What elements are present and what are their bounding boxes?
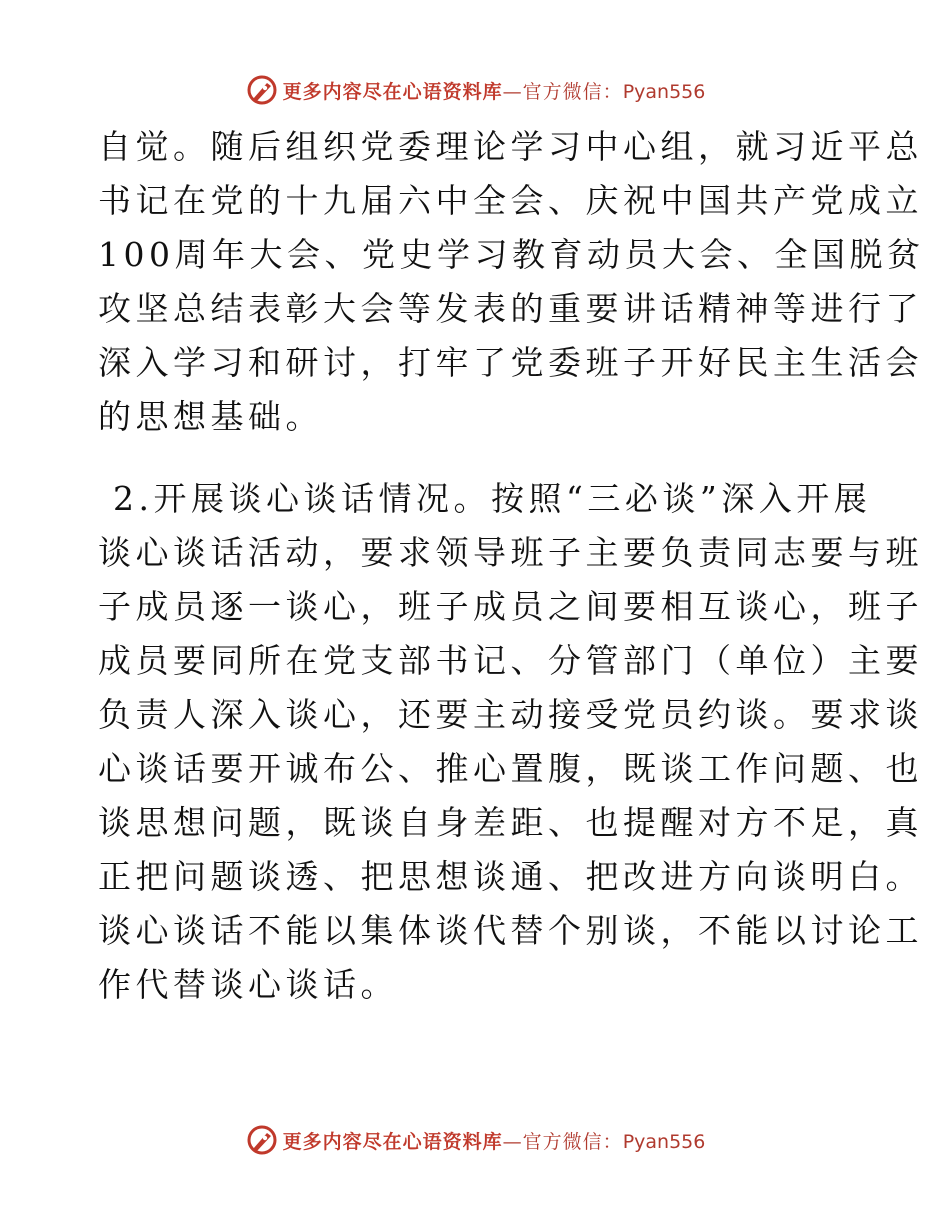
watermark-text: [283, 77, 706, 104]
watermark-main-text: 更多内容尽在心语资料库: [282, 1130, 503, 1153]
text-line: 成员要同所在党支部书记、分管部门（单位）主要: [98, 641, 923, 680]
watermark-banner-bottom: [0, 1120, 950, 1160]
watermark-wechat-id: Pyan556: [622, 80, 706, 103]
paragraph-gap: [98, 444, 858, 472]
text-line: 谈心谈话不能以集体谈代替个别谈，不能以讨论工: [98, 911, 923, 950]
text-line: 书记在党的十九届六中全会、庆祝中国共产党成立: [98, 181, 923, 220]
text-line: 负责人深入谈心，还要主动接受党员约谈。要求谈: [98, 695, 923, 734]
text-line: 2.开展谈心谈话情况。按照“三必谈”深入开展: [98, 479, 872, 518]
watermark-official-label: 官方微信：: [522, 1130, 623, 1153]
pen-logo-icon: [245, 73, 279, 107]
pen-logo-icon: [245, 1123, 279, 1157]
text-line: 自觉。随后组织党委理论学习中心组，就习近平总: [98, 127, 923, 166]
watermark-text: [283, 1127, 706, 1154]
text-line: 正把问题谈透、把思想谈通、把改进方向谈明白。: [98, 857, 923, 896]
text-line: 100周年大会、党史学习教育动员大会、全国脱贫: [98, 235, 925, 274]
text-line: 谈思想问题，既谈自身差距、也提醒对方不足，真: [98, 803, 923, 842]
watermark-dash: —: [502, 1130, 523, 1153]
text-line: 谈心谈话活动，要求领导班子主要负责同志要与班: [98, 533, 923, 572]
paragraph-2: [98, 472, 923, 1012]
text-line: 子成员逐一谈心，班子成员之间要相互谈心，班子: [98, 587, 923, 626]
watermark-main-text: 更多内容尽在心语资料库: [282, 80, 503, 103]
watermark-official-label: 官方微信：: [522, 80, 623, 103]
watermark-banner-top: [0, 70, 950, 110]
document-body: [98, 120, 925, 1012]
text-line: 深入学习和研讨，打牢了党委班子开好民主生活会: [98, 343, 923, 382]
paragraph-1: [98, 120, 925, 444]
text-line: 攻坚总结表彰大会等发表的重要讲话精神等进行了: [98, 289, 923, 328]
watermark-dash: —: [502, 80, 523, 103]
text-line: 心谈话要开诚布公、推心置腹，既谈工作问题、也: [98, 749, 923, 788]
watermark-wechat-id: Pyan556: [622, 1130, 706, 1153]
text-line: 的思想基础。: [98, 397, 323, 436]
text-line: 作代替谈心谈话。: [98, 965, 398, 1004]
